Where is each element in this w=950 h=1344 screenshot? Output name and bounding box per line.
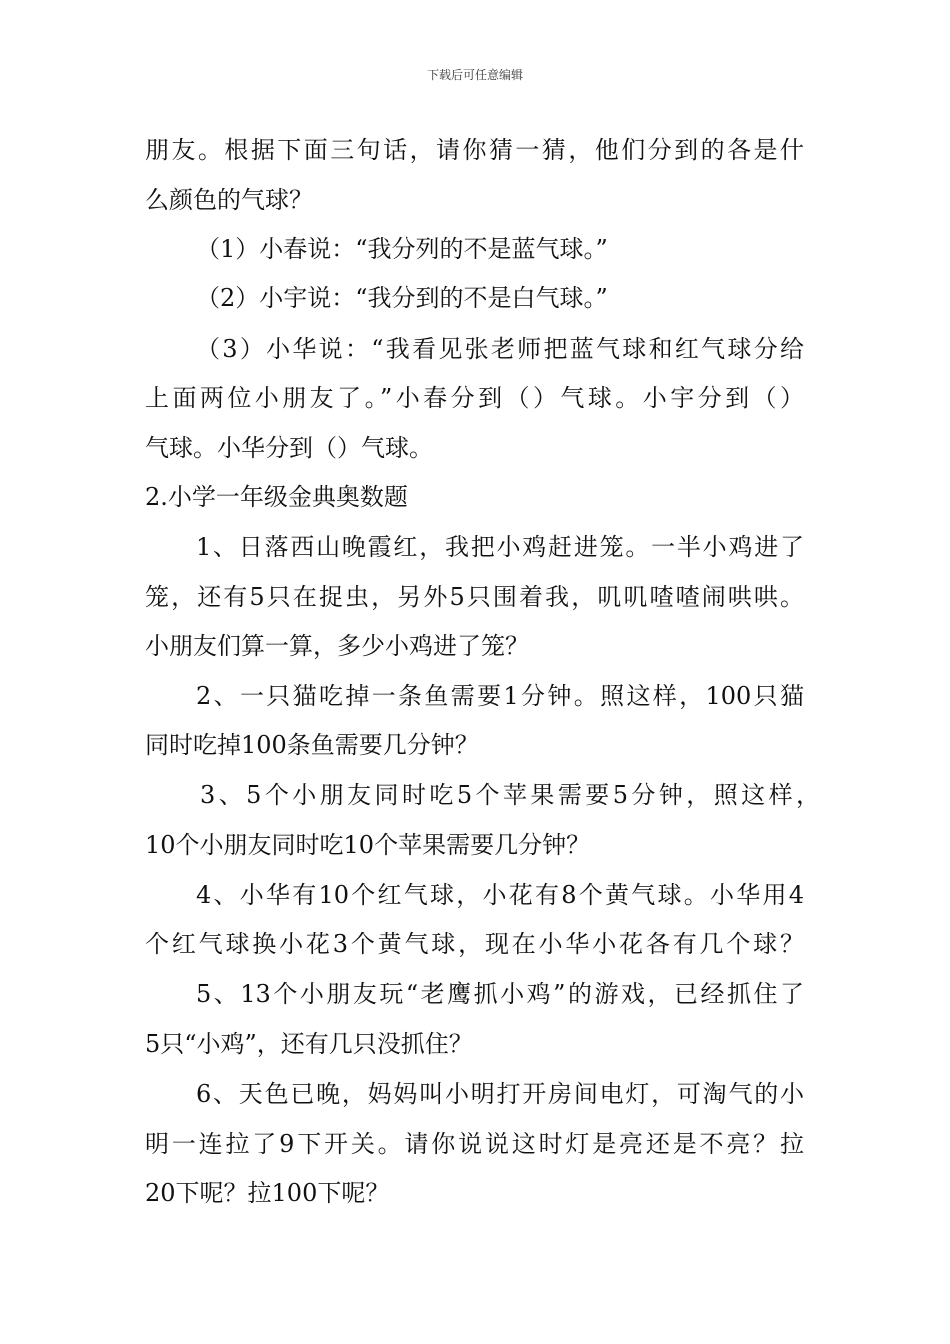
- text-line: 上面两位小朋友了。”小春分到（）气球。小宇分到（）: [145, 384, 804, 412]
- text-line: 同时吃掉100条鱼需要几分钟？: [145, 731, 479, 759]
- text-line: 1、日落西山晚霞红，我把小鸡赶进笼。一半小鸡进了: [196, 533, 804, 561]
- text-line: 么颜色的气球？: [145, 186, 313, 214]
- text-line: （1）小春说：“我分列的不是蓝气球。”: [196, 235, 608, 263]
- text-line: （2）小宇说：“我分到的不是白气球。”: [196, 284, 608, 312]
- text-line: 5、13个小朋友玩“老鹰抓小鸡”的游戏，已经抓住了: [196, 980, 804, 1008]
- text-line: （3）小华说：“我看见张老师把蓝气球和红气球分给: [196, 335, 804, 363]
- section-heading: 2.小学一年级金典奥数题: [145, 483, 408, 511]
- text-line: 20下呢？拉100下呢？: [145, 1179, 390, 1207]
- text-line: 3、5个小朋友同时吃5个苹果需要5分钟，照这样，: [200, 781, 820, 809]
- text-line: 10个小朋友同时吃10个苹果需要几分钟？: [145, 831, 591, 859]
- page-header: 下载后可任意编辑: [426, 68, 523, 82]
- text-line: 明一连拉了9下开关。请你说说这时灯是亮还是不亮？拉: [145, 1130, 804, 1158]
- text-line: 笼，还有5只在捉虫，另外5只围着我，叽叽喳喳闹哄哄。: [145, 583, 804, 611]
- text-line: 朋友。根据下面三句话，请你猜一猜，他们分到的各是什: [145, 136, 804, 164]
- text-line: 5只“小鸡”，还有几只没抓住？: [145, 1030, 473, 1058]
- text-line: 2、一只猫吃掉一条鱼需要1分钟。照这样，100只猫: [196, 682, 804, 710]
- text-line: 小朋友们算一算，多少小鸡进了笼？: [145, 632, 529, 660]
- text-line: 气球。小华分到（）气球。: [145, 434, 433, 462]
- text-line: 个红气球换小花3个黄气球，现在小华小花各有几个球？: [145, 930, 804, 958]
- text-line: 6、天色已晚，妈妈叫小明打开房间电灯，可淘气的小: [196, 1080, 804, 1108]
- text-line: 4、小华有10个红气球，小花有8个黄气球。小华用4: [196, 881, 804, 909]
